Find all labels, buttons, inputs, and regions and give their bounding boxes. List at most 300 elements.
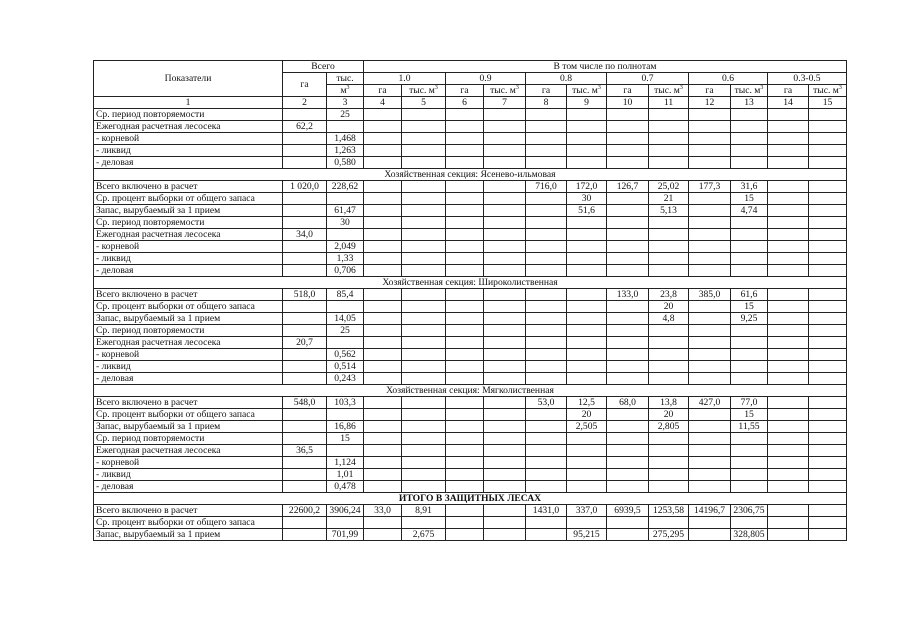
table-row: [94, 505, 847, 517]
table-cell: [649, 217, 689, 229]
table-cell: [484, 421, 526, 433]
row-label: Всего включено в расчет: [94, 181, 283, 193]
table-cell: [402, 301, 446, 313]
forest-table-page: [93, 60, 847, 541]
table-cell: 2306,75: [731, 505, 768, 517]
table-cell: [809, 325, 847, 337]
table-cell: [689, 361, 731, 373]
table-cell: [809, 445, 847, 457]
table-cell: [731, 349, 768, 361]
column-number: 1: [94, 97, 283, 109]
table-row: [94, 445, 847, 457]
table-cell: [731, 133, 768, 145]
table-cell: 328,805: [731, 529, 768, 541]
table-cell: [809, 301, 847, 313]
table-cell: 25: [327, 109, 364, 121]
header-unit-ha: га: [689, 85, 731, 97]
table-cell: [809, 133, 847, 145]
table-cell: 21: [649, 193, 689, 205]
row-label: Ср. период повторяемости: [94, 217, 283, 229]
table-cell: [526, 529, 567, 541]
table-cell: [649, 241, 689, 253]
row-label: Всего включено в расчет: [94, 289, 283, 301]
table-cell: [689, 445, 731, 457]
table-cell: [446, 181, 484, 193]
table-cell: [567, 109, 607, 121]
table-cell: [364, 193, 402, 205]
header-density-0-9: 0.9: [446, 73, 526, 85]
table-cell: [768, 397, 809, 409]
table-cell: [364, 481, 402, 493]
table-cell: [446, 289, 484, 301]
table-cell: 1,124: [327, 457, 364, 469]
table-cell: [689, 229, 731, 241]
table-cell: [607, 265, 649, 277]
table-cell: [364, 409, 402, 421]
table-cell: [567, 229, 607, 241]
table-cell: [731, 337, 768, 349]
table-cell: [809, 313, 847, 325]
table-cell: 5,13: [649, 205, 689, 217]
section-heading: Хозяйственная секция: Ясенево-ильмовая: [94, 169, 847, 181]
table-cell: [689, 109, 731, 121]
table-cell: [484, 373, 526, 385]
table-cell: [526, 301, 567, 313]
row-label: Запас, вырубаемый за 1 прием: [94, 529, 283, 541]
table-cell: [809, 481, 847, 493]
table-cell: [689, 145, 731, 157]
header-unit-ths-m3: тыс. $м^3$: [649, 85, 689, 97]
table-cell: [607, 349, 649, 361]
table-cell: [526, 433, 567, 445]
header-unit-ths-m3: тыс. $м^3$: [402, 85, 446, 97]
table-cell: 20: [649, 301, 689, 313]
table-cell: [526, 445, 567, 457]
table-cell: 77,0: [731, 397, 768, 409]
table-cell: [809, 337, 847, 349]
table-row: [94, 361, 847, 373]
table-cell: [607, 421, 649, 433]
table-cell: [689, 349, 731, 361]
table-cell: 701,99: [327, 529, 364, 541]
table-cell: [446, 229, 484, 241]
table-cell: [649, 445, 689, 457]
table-cell: [649, 133, 689, 145]
table-cell: [402, 469, 446, 481]
table-cell: [607, 337, 649, 349]
table-cell: [283, 157, 327, 169]
table-row: [94, 205, 847, 217]
row-label: Ср. процент выборки от общего запаса: [94, 193, 283, 205]
table-cell: [689, 409, 731, 421]
table-cell: [283, 313, 327, 325]
table-cell: 1431,0: [526, 505, 567, 517]
table-cell: [402, 445, 446, 457]
header-density-0-3-0-5: 0.3-0.5: [768, 73, 847, 85]
table-cell: [402, 517, 446, 529]
table-cell: [446, 421, 484, 433]
table-cell: [364, 421, 402, 433]
table-cell: [364, 325, 402, 337]
table-cell: [364, 205, 402, 217]
table-cell: [607, 241, 649, 253]
row-label: Ср. процент выборки от общего запаса: [94, 301, 283, 313]
table-cell: [484, 433, 526, 445]
table-cell: [809, 397, 847, 409]
table-cell: [402, 337, 446, 349]
header-unit-ths-m3: тыс. $м^3$: [484, 85, 526, 97]
table-cell: 31,6: [731, 181, 768, 193]
table-cell: [607, 325, 649, 337]
row-label: Ср. период повторяемости: [94, 109, 283, 121]
table-cell: [607, 313, 649, 325]
table-cell: [402, 157, 446, 169]
table-row: [94, 517, 847, 529]
table-cell: [402, 145, 446, 157]
table-cell: 4,74: [731, 205, 768, 217]
table-cell: [327, 229, 364, 241]
table-cell: [567, 517, 607, 529]
table-cell: [607, 469, 649, 481]
table-cell: 1,263: [327, 145, 364, 157]
table-cell: [607, 217, 649, 229]
table-cell: [484, 229, 526, 241]
table-cell: 172,0: [567, 181, 607, 193]
table-cell: [768, 289, 809, 301]
table-cell: [364, 109, 402, 121]
table-cell: 2,505: [567, 421, 607, 433]
table-cell: [809, 457, 847, 469]
table-cell: [526, 421, 567, 433]
table-cell: [649, 433, 689, 445]
table-cell: [484, 397, 526, 409]
table-cell: 385,0: [689, 289, 731, 301]
table-cell: [649, 349, 689, 361]
table-cell: [283, 241, 327, 253]
table-row: [94, 229, 847, 241]
header-density-1-0: 1.0: [364, 73, 446, 85]
table-cell: 1 020,0: [283, 181, 327, 193]
row-label: Запас, вырубаемый за 1 прием: [94, 421, 283, 433]
table-row: [94, 157, 847, 169]
table-cell: [768, 505, 809, 517]
column-number: 14: [768, 97, 809, 109]
table-cell: [526, 121, 567, 133]
table-cell: [484, 505, 526, 517]
table-cell: [484, 265, 526, 277]
header-unit-ths-m3: тыс. $м^3$: [809, 85, 847, 97]
table-row: [94, 121, 847, 133]
table-cell: [649, 145, 689, 157]
table-cell: [526, 409, 567, 421]
table-cell: [526, 157, 567, 169]
table-cell: [607, 109, 649, 121]
table-cell: 20: [567, 409, 607, 421]
table-cell: 62,2: [283, 121, 327, 133]
table-cell: [607, 193, 649, 205]
table-cell: [649, 373, 689, 385]
table-cell: 103,3: [327, 397, 364, 409]
column-number: 3: [327, 97, 364, 109]
table-cell: [446, 193, 484, 205]
table-cell: [809, 253, 847, 265]
header-indicators: Показатели: [94, 61, 283, 97]
header-unit-ha: га: [364, 85, 402, 97]
table-cell: [402, 373, 446, 385]
section-row: [94, 493, 847, 505]
table-cell: 177,3: [689, 181, 731, 193]
header-density-0-6: 0.6: [689, 73, 768, 85]
table-cell: [526, 481, 567, 493]
table-cell: [446, 349, 484, 361]
table-cell: [731, 373, 768, 385]
table-cell: [364, 457, 402, 469]
table-cell: [607, 457, 649, 469]
table-row: [94, 457, 847, 469]
column-number: 9: [567, 97, 607, 109]
table-cell: [484, 157, 526, 169]
table-cell: [809, 361, 847, 373]
table-cell: [446, 241, 484, 253]
table-cell: [689, 157, 731, 169]
table-cell: [446, 157, 484, 169]
table-cell: [731, 217, 768, 229]
table-cell: 25: [327, 325, 364, 337]
row-label: - ликвид: [94, 361, 283, 373]
table-cell: [402, 241, 446, 253]
table-cell: [731, 121, 768, 133]
table-cell: [283, 325, 327, 337]
table-cell: 16,86: [327, 421, 364, 433]
table-cell: [283, 349, 327, 361]
table-cell: [731, 361, 768, 373]
table-cell: [567, 217, 607, 229]
table-cell: [484, 409, 526, 421]
row-label: Ежегодная расчетная лесосека: [94, 229, 283, 241]
table-cell: [768, 145, 809, 157]
table-cell: 12,5: [567, 397, 607, 409]
table-cell: [607, 517, 649, 529]
table-cell: 8,91: [402, 505, 446, 517]
table-cell: [446, 265, 484, 277]
column-number: 13: [731, 97, 768, 109]
table-cell: [364, 301, 402, 313]
table-row: [94, 337, 847, 349]
table-cell: [526, 289, 567, 301]
table-row: [94, 409, 847, 421]
table-cell: [402, 325, 446, 337]
row-label: - корневой: [94, 133, 283, 145]
table-cell: 0,478: [327, 481, 364, 493]
table-cell: [446, 313, 484, 325]
column-number: 10: [607, 97, 649, 109]
table-cell: [446, 397, 484, 409]
header-unit-ths-m3: тыс. $м^3$: [567, 85, 607, 97]
table-row: [94, 421, 847, 433]
table-row: [94, 481, 847, 493]
table-cell: [446, 517, 484, 529]
table-cell: [364, 373, 402, 385]
row-label: - корневой: [94, 241, 283, 253]
table-cell: 22600,2: [283, 505, 327, 517]
table-cell: [809, 229, 847, 241]
table-cell: [402, 349, 446, 361]
table-cell: [283, 253, 327, 265]
column-number: 8: [526, 97, 567, 109]
table-cell: 95,215: [567, 529, 607, 541]
table-cell: [731, 469, 768, 481]
table-cell: 133,0: [607, 289, 649, 301]
table-cell: 51,6: [567, 205, 607, 217]
table-cell: [809, 265, 847, 277]
table-row: [94, 217, 847, 229]
table-cell: [283, 193, 327, 205]
table-cell: 30: [567, 193, 607, 205]
table-cell: [364, 313, 402, 325]
table-cell: [607, 157, 649, 169]
table-cell: [484, 349, 526, 361]
table-cell: [484, 109, 526, 121]
table-row: [94, 313, 847, 325]
table-cell: 20: [649, 409, 689, 421]
table-cell: [446, 121, 484, 133]
table-cell: [526, 373, 567, 385]
table-cell: [768, 109, 809, 121]
table-cell: [526, 217, 567, 229]
table-cell: [402, 421, 446, 433]
table-cell: [689, 373, 731, 385]
table-cell: [526, 313, 567, 325]
table-cell: [689, 301, 731, 313]
table-cell: [327, 121, 364, 133]
table-row: [94, 109, 847, 121]
table-cell: [526, 325, 567, 337]
column-number: 7: [484, 97, 526, 109]
table-cell: [607, 145, 649, 157]
table-cell: [364, 265, 402, 277]
table-cell: [446, 445, 484, 457]
table-cell: [283, 265, 327, 277]
row-label: Всего включено в расчет: [94, 505, 283, 517]
table-cell: [649, 157, 689, 169]
table-cell: [364, 229, 402, 241]
table-cell: 126,7: [607, 181, 649, 193]
table-cell: [567, 457, 607, 469]
table-cell: [768, 433, 809, 445]
header-density-0-8: 0.8: [526, 73, 607, 85]
table-cell: [607, 253, 649, 265]
table-cell: 23,8: [649, 289, 689, 301]
table-row: [94, 325, 847, 337]
table-cell: [768, 301, 809, 313]
row-label: - ликвид: [94, 253, 283, 265]
table-cell: 25,02: [649, 181, 689, 193]
table-cell: 53,0: [526, 397, 567, 409]
table-cell: 15: [731, 301, 768, 313]
table-cell: [731, 109, 768, 121]
table-cell: 13,8: [649, 397, 689, 409]
table-cell: 85,4: [327, 289, 364, 301]
table-cell: [484, 325, 526, 337]
header-unit-ha: га: [607, 85, 649, 97]
table-cell: [364, 253, 402, 265]
table-cell: 6939,5: [607, 505, 649, 517]
table-cell: [364, 349, 402, 361]
table-cell: [364, 445, 402, 457]
table-cell: [446, 145, 484, 157]
table-cell: [526, 193, 567, 205]
table-cell: [402, 121, 446, 133]
table-cell: 0,514: [327, 361, 364, 373]
row-label: - деловая: [94, 481, 283, 493]
table-row: [94, 433, 847, 445]
table-cell: [446, 433, 484, 445]
table-cell: [689, 205, 731, 217]
table-cell: [809, 145, 847, 157]
table-cell: [607, 481, 649, 493]
table-cell: [283, 517, 327, 529]
table-cell: [649, 457, 689, 469]
table-cell: [283, 109, 327, 121]
table-cell: [809, 505, 847, 517]
table-cell: [731, 241, 768, 253]
table-row: [94, 529, 847, 541]
table-cell: 15: [731, 409, 768, 421]
column-number: 12: [689, 97, 731, 109]
table-cell: 61,6: [731, 289, 768, 301]
table-cell: [283, 145, 327, 157]
table-cell: [526, 469, 567, 481]
table-cell: [526, 253, 567, 265]
table-cell: [567, 301, 607, 313]
table-cell: [607, 121, 649, 133]
table-cell: 9,25: [731, 313, 768, 325]
table-cell: [283, 421, 327, 433]
table-cell: [327, 301, 364, 313]
table-cell: 34,0: [283, 229, 327, 241]
table-cell: [484, 529, 526, 541]
table-cell: [567, 133, 607, 145]
table-cell: [327, 517, 364, 529]
table-cell: [607, 433, 649, 445]
table-cell: [567, 265, 607, 277]
header-total-ha: га: [283, 73, 327, 97]
table-cell: [446, 337, 484, 349]
table-cell: 2,675: [402, 529, 446, 541]
table-cell: [809, 289, 847, 301]
table-cell: [809, 433, 847, 445]
table-cell: [768, 337, 809, 349]
table-cell: [649, 121, 689, 133]
table-cell: [809, 205, 847, 217]
table-cell: [364, 397, 402, 409]
row-label: Ежегодная расчетная лесосека: [94, 445, 283, 457]
table-cell: [446, 325, 484, 337]
table-cell: [689, 133, 731, 145]
table-cell: [607, 229, 649, 241]
table-row: [94, 301, 847, 313]
table-cell: [689, 421, 731, 433]
table-row: [94, 469, 847, 481]
table-cell: [327, 337, 364, 349]
table-cell: [526, 349, 567, 361]
table-cell: [446, 469, 484, 481]
row-label: - деловая: [94, 265, 283, 277]
table-cell: [768, 133, 809, 145]
row-label: Всего включено в расчет: [94, 397, 283, 409]
table-row: [94, 181, 847, 193]
header-total: Всего: [283, 61, 364, 73]
